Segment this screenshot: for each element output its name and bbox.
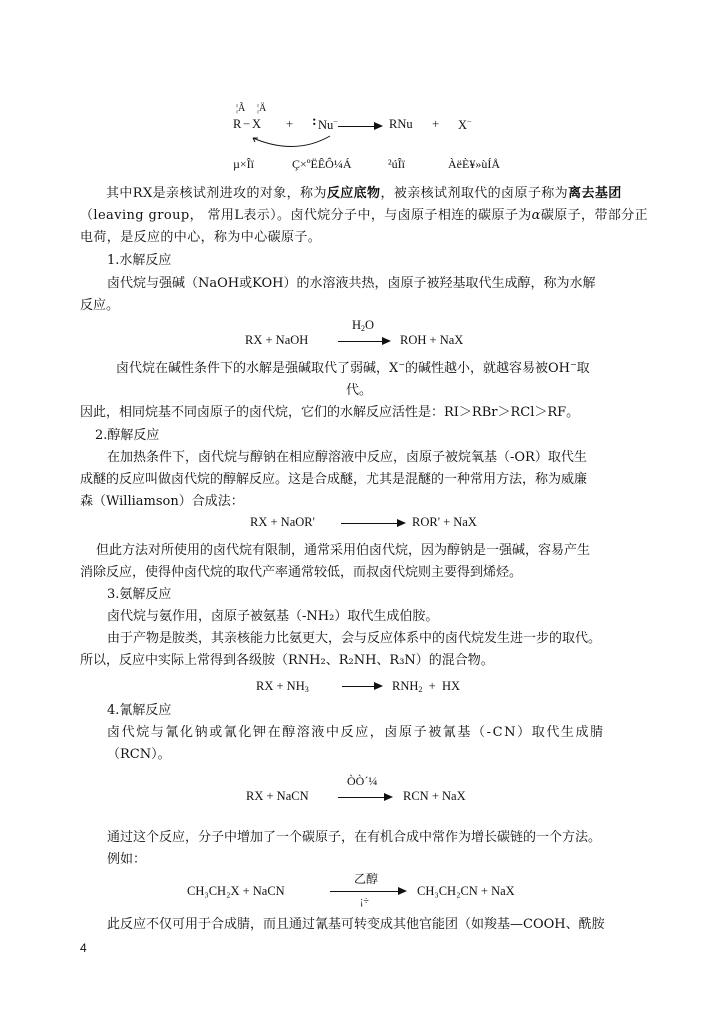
s4-text-1: 卤代烷与氰化钠或氰化钾在醇溶液中反应，卤原子被氰基（-CN）取代生成腈: [107, 725, 605, 740]
s1-eq-right: ROH + NaX: [400, 333, 464, 347]
s2-note-1: 但此方法对所使用的卤代烷有限制，通常采用伯卤代烷，因为醇钠是一强碱，容易产生: [96, 543, 591, 558]
mechanism-plus-1: +: [286, 117, 294, 131]
s4-after-1: 通过这个反应，分子中增加了一个碳原子，在有机合成中常作为增长碳链的一个方法。: [107, 830, 602, 845]
label-product: ²úÎï: [388, 157, 405, 171]
s1-arrow-line: [338, 341, 384, 342]
curved-arrow-icon: [245, 130, 335, 156]
s4-eq2-right: CH₃CH₂CN + NaX: [417, 884, 515, 898]
s3-text-3: 所以，反应中实际上常得到各级胺（RNH₂、R₂NH、R₃N）的混合物。: [80, 653, 494, 668]
s2-text-1: 在加热条件下，卤代烷与醇钠在相应醇溶液中反应，卤原子被烷氧基（-OR）取代生: [107, 450, 587, 465]
s1-text-1: 卤代烷与强碱（NaOH或KOH）的水溶液共热，卤原子被羟基取代生成醇，称为水解: [107, 276, 596, 291]
s4-last-line: 此反应不仅可用于合成腈，而且通过氰基可转变成其他官能团（如羧基—COOH、酰胺: [107, 917, 605, 932]
section-1-heading: 1.水解反应: [107, 253, 172, 268]
s3-eq-right: $RNH_2$ + HX: [392, 679, 461, 694]
label-nucleophile: Ç×ºËÊÔ¼Á: [292, 157, 352, 171]
s3-text-2: 由于产物是胺类，其亲核能力比氨更大，会与反应体系中的卤代烷发生进一步的取代。: [107, 631, 602, 646]
s3-arrow-head: [374, 682, 383, 690]
section-4-heading: 4.氰解反应: [107, 703, 172, 718]
mechanism-x: X: [252, 117, 262, 131]
s2-arrow-line: [341, 523, 399, 524]
mechanism-plus-2: +: [432, 117, 440, 131]
mechanism-arrow-line: [338, 126, 376, 127]
mechanism-arrow-head: [374, 122, 383, 130]
s4-eq2-left: CH₃CH₂X + NaCN: [187, 884, 285, 898]
mechanism-bond: −: [243, 117, 251, 131]
s4-eq-right: RCN + NaX: [403, 789, 466, 803]
term-substrate: 反应底物: [326, 186, 381, 201]
mechanism-product: RNu: [389, 117, 413, 131]
s2-text-2: 成醚的反应叫做卤代烷的醇解反应。这是合成醚，尤其是混醚的一种常用方法，称为威廉: [80, 472, 588, 487]
lone-pair-dots: :: [312, 114, 317, 129]
s4-eq2-condition-bottom: ¡÷: [360, 896, 369, 907]
mechanism-mark-right: ¦Ä: [257, 103, 267, 114]
s1-text-2: 反应。: [80, 298, 120, 313]
s4-eq-left: RX + NaCN: [246, 789, 309, 803]
section-2-heading: 2.醇解反应: [95, 428, 160, 443]
s2-eq-left: RX + NaOR': [250, 515, 315, 529]
term-leaving: 离去: [568, 186, 595, 201]
s2-eq-right: ROR' + NaX: [412, 515, 477, 529]
label-leaving-group: ÀëÈ¥»ùÍÅ: [448, 157, 500, 171]
s1-eq-condition: $H_2O$: [352, 318, 375, 333]
s4-arrow-line: [338, 797, 386, 798]
label-substrate: µ×Îï: [233, 157, 255, 171]
s4-arrow-head: [384, 793, 393, 801]
s4-eq2-arrow-head: [398, 887, 407, 895]
s4-text-2: （RCN）。: [107, 747, 171, 762]
s4-eq2-condition-top: 乙醇: [354, 872, 379, 886]
s3-arrow-line: [342, 686, 376, 687]
section-3-heading: 3.氨解反应: [107, 587, 172, 602]
s1-note-1: 卤代烷在碱性条件下的水解是强碱取代了弱碱，X−的碱性越小，就越容易被OH−取: [116, 360, 590, 376]
s3-text-1: 卤代烷与氨作用，卤原子被氨基（-NH₂）取代生成伯胺。: [107, 609, 439, 624]
intro-paragraph: 其中RX是亲核试剂进攻的对象，称为反应底物，被亲核试剂取代的卤原子称为离去基团（leaving group， 常用L表示）。卤代烷分子中，与卤原子相连的碳原子为α碳原子，带部分正电荷，是反应的中心，称为中心碳原子。: [80, 186, 649, 245]
s2-arrow-head: [397, 519, 406, 527]
s1-note-2: 代。: [346, 383, 373, 398]
mechanism-mark-left: ¦Ã: [236, 103, 246, 114]
s3-eq-left: RX + $NH_3$: [256, 679, 309, 694]
s1-eq-left: RX + NaOH: [245, 333, 309, 347]
mechanism-nu: Nu−: [318, 117, 338, 132]
mechanism-r: R: [233, 117, 242, 131]
s4-eq2-arrow-line: [330, 891, 400, 892]
s2-text-3: 森（Williamson）合成法：: [80, 494, 244, 509]
s4-eq-condition: ÒÒ´¼: [347, 774, 378, 788]
s4-after-2: 例如：: [107, 852, 147, 867]
page-number: 4: [80, 941, 87, 955]
s2-note-2: 消除反应，使得仲卤代烷的取代产率通常较低，而叔卤代烷则主要得到烯烃。: [80, 565, 523, 580]
s1-reactivity-order: 因此，相同烷基不同卤原子的卤代烷，它们的水解反应活性是：RI＞RBr＞RCl＞RF。: [80, 405, 580, 420]
s1-arrow-head: [382, 337, 391, 345]
mechanism-leaving-group: X−: [458, 117, 472, 132]
